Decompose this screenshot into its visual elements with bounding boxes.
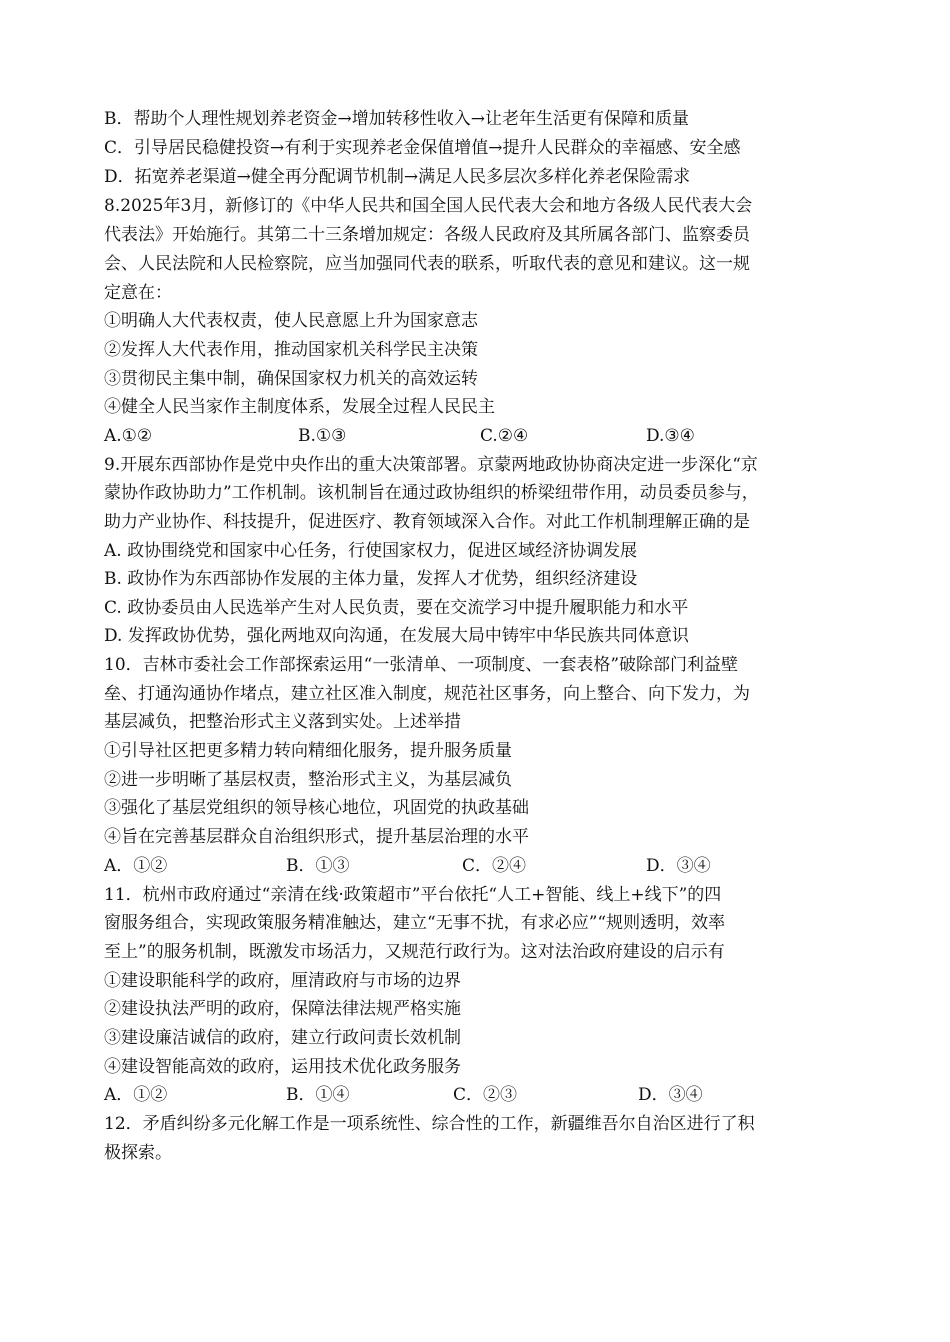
- q8-item: ④健全人民当家作主制度体系，发展全过程人民民主: [104, 397, 495, 417]
- q11-item: ④建设智能高效的政府，运用技术优化政务服务: [104, 1057, 461, 1077]
- q8-item: ③贯彻民主集中制，确保国家权力机关的高效运转: [104, 369, 478, 389]
- q11-item: ②建设执法严明的政府，保障法律法规严格实施: [104, 999, 461, 1019]
- q10-item: ③强化了基层党组织的领导核心地位，巩固党的执政基础: [104, 798, 529, 818]
- q8-item: ①明确人大代表权责，使人民意愿上升为国家意志: [104, 311, 478, 331]
- q10-item: ②进一步明晰了基层权责，整治形式主义，为基层减负: [104, 770, 512, 790]
- q10-option-a: A．①②: [104, 856, 168, 876]
- q8-stem-line: 8.2025年3月，新修订的《中华人民共和国全国人民代表大会和地方各级人民代表大会: [104, 196, 753, 216]
- q9-option-b: B. 政协作为东西部协作发展的主体力量，发挥人才优势，组织经济建设: [104, 569, 638, 589]
- q9-option-a: A. 政协围绕党和国家中心任务，行使国家权力，促进区域经济协调发展: [104, 541, 638, 561]
- q9-option-c: C. 政协委员由人民选举产生对人民负责，要在交流学习中提升履职能力和水平: [104, 598, 689, 618]
- q8-stem-line: 代表法》开始施行。其第二十三条增加规定：各级人民政府及其所属各部门、监察委员: [104, 225, 750, 245]
- q10-stem-line: 垒、打通沟通协作堵点，建立社区准入制度，规范社区事务，向上整合、向下发力，为: [104, 684, 750, 704]
- q12-stem-line: 极探索。: [104, 1143, 172, 1163]
- q9-stem-line: 9.开展东西部协作是党中央作出的重大决策部署。京蒙两地政协协商决定进一步深化“京: [104, 455, 758, 475]
- q10-stem-line: 基层减负，把整治形式主义落到实处。上述举措: [104, 712, 461, 732]
- q10-item: ④旨在完善基层群众自治组织形式，提升基层治理的水平: [104, 827, 529, 847]
- q11-stem-line: 11．杭州市政府通过“亲清在线·政策超市”平台依托“人工+智能、线上+线下”的四: [104, 885, 722, 905]
- q12-stem-line: 12．矛盾纠纷多元化解工作是一项系统性、综合性的工作，新疆维吾尔自治区进行了积: [104, 1114, 755, 1134]
- q8-stem-line: 定意在：: [104, 283, 172, 303]
- q11-item: ③建设廉洁诚信的政府，建立行政问责长效机制: [104, 1028, 461, 1048]
- q10-option-c: C．②④: [462, 856, 527, 876]
- q10-stem-line: 10．吉林市委社会工作部探索运用“一张清单、一项制度、一套表格”破除部门利益壁: [104, 655, 739, 675]
- q9-option-d: D. 发挥政协优势，强化两地双向沟通，在发展大局中铸牢中华民族共同体意识: [104, 626, 689, 646]
- q8-option-b: B.①③: [298, 426, 347, 446]
- q11-stem-line: 至上”的服务机制，既激发市场活力，又规范行政行为。这对法治政府建设的启示有: [104, 942, 725, 962]
- q10-item: ①引导社区把更多精力转向精细化服务，提升服务质量: [104, 741, 512, 761]
- q10-option-d: D．③④: [646, 856, 711, 876]
- q11-option-d: D．③④: [638, 1085, 703, 1105]
- q9-stem-line: 蒙协作政协助力”工作机制。该机制旨在通过政协组织的桥梁纽带作用，动员委员参与，: [104, 483, 759, 503]
- q9-stem-line: 助力产业协作、科技提升，促进医疗、教育领域深入合作。对此工作机制理解正确的是: [104, 512, 750, 532]
- q8-item: ②发挥人大代表作用，推动国家机关科学民主决策: [104, 340, 478, 360]
- q8-option-a: A.①②: [104, 426, 153, 446]
- q8-option-c: C.②④: [480, 426, 529, 446]
- q7-option-d: D．拓宽养老渠道→健全再分配调节机制→满足人民多层次多样化养老保险需求: [104, 167, 691, 187]
- q10-option-b: B．①③: [286, 856, 350, 876]
- q7-option-c: C．引导居民稳健投资→有利于实现养老金保值增值→提升人民群众的幸福感、安全感: [104, 138, 741, 158]
- q11-option-c: C．②③: [453, 1085, 518, 1105]
- q11-option-b: B．①④: [286, 1085, 350, 1105]
- q7-option-b: B．帮助个人理性规划养老资金→增加转移性收入→让老年生活更有保障和质量: [104, 109, 689, 129]
- q11-stem-line: 窗服务组合，实现政策服务精准触达，建立“无事不扰，有求必应”“规则透明，效率: [104, 913, 726, 933]
- q8-option-d: D.③④: [646, 426, 695, 446]
- q11-option-a: A．①②: [104, 1085, 168, 1105]
- q8-stem-line: 会、人民法院和人民检察院，应当加强同代表的联系，听取代表的意见和建议。这一规: [104, 254, 750, 274]
- q11-item: ①建设职能科学的政府，厘清政府与市场的边界: [104, 971, 461, 991]
